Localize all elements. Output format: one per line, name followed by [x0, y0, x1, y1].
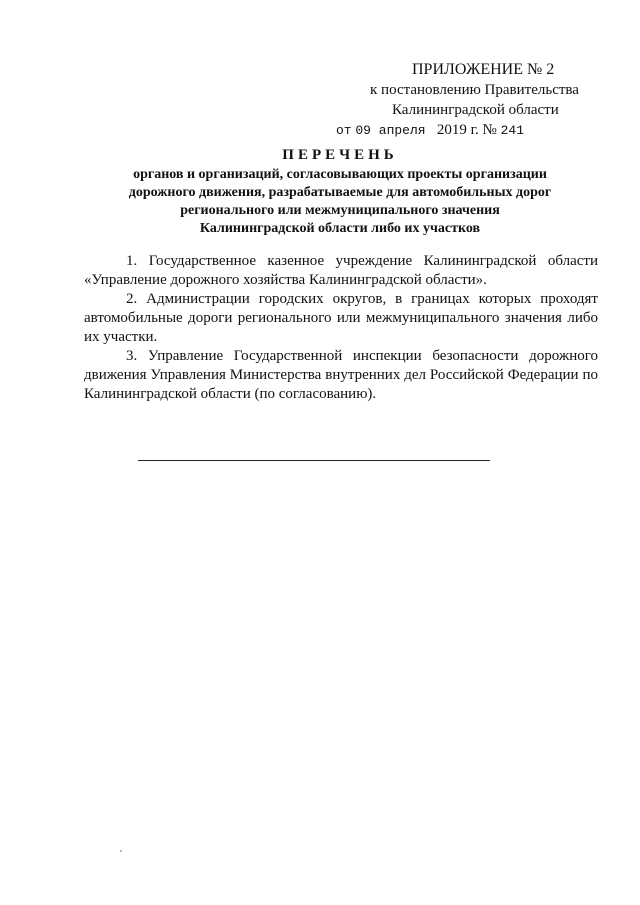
appendix-header: [330, 60, 590, 141]
list-item-2: 2. Администрации городских округов, в границах которых проходят автомобильные дороги регионального или межмуниципального значения либо их участки.: [84, 291, 598, 345]
list-item-3: 3. Управление Государственной инспекции безопасности дорожного движения Управления Министерства внутренних дел Российской Федерации по Калининградской области (по согласованию).: [84, 348, 598, 402]
resolution-date-line: [330, 120, 590, 141]
end-separator-line: [138, 460, 490, 461]
appendix-label: ПРИЛОЖЕНИЕ № 2: [412, 61, 555, 78]
list-body: [84, 252, 598, 404]
list-item-1: 1. Государственное казенное учреждение Калининградской области «Управление дорожного хозяйства Калининградской области».: [84, 253, 598, 288]
scan-artifact: [120, 850, 122, 852]
date-day-month: 09 апреля: [355, 123, 426, 138]
document-number: 241: [500, 123, 525, 138]
title-line-4: Калининградской области либо их участков: [199, 221, 481, 236]
title-line-2: дорожного движения, разрабатываемые для автомобильных дорог: [128, 185, 552, 200]
document-title: ПЕРЕЧЕНЬ: [282, 147, 398, 163]
date-year: 2019 г. №: [436, 122, 497, 138]
title-line-3: регионального или межмуниципального значения: [180, 203, 500, 218]
document-title-block: [100, 146, 580, 238]
date-prefix: от: [336, 123, 352, 138]
region-name: Калининградской области: [392, 102, 559, 118]
resolution-reference: к постановлению Правительства: [370, 82, 579, 98]
title-line-1: органов и организаций, согласовывающих проекты организации: [133, 167, 547, 182]
